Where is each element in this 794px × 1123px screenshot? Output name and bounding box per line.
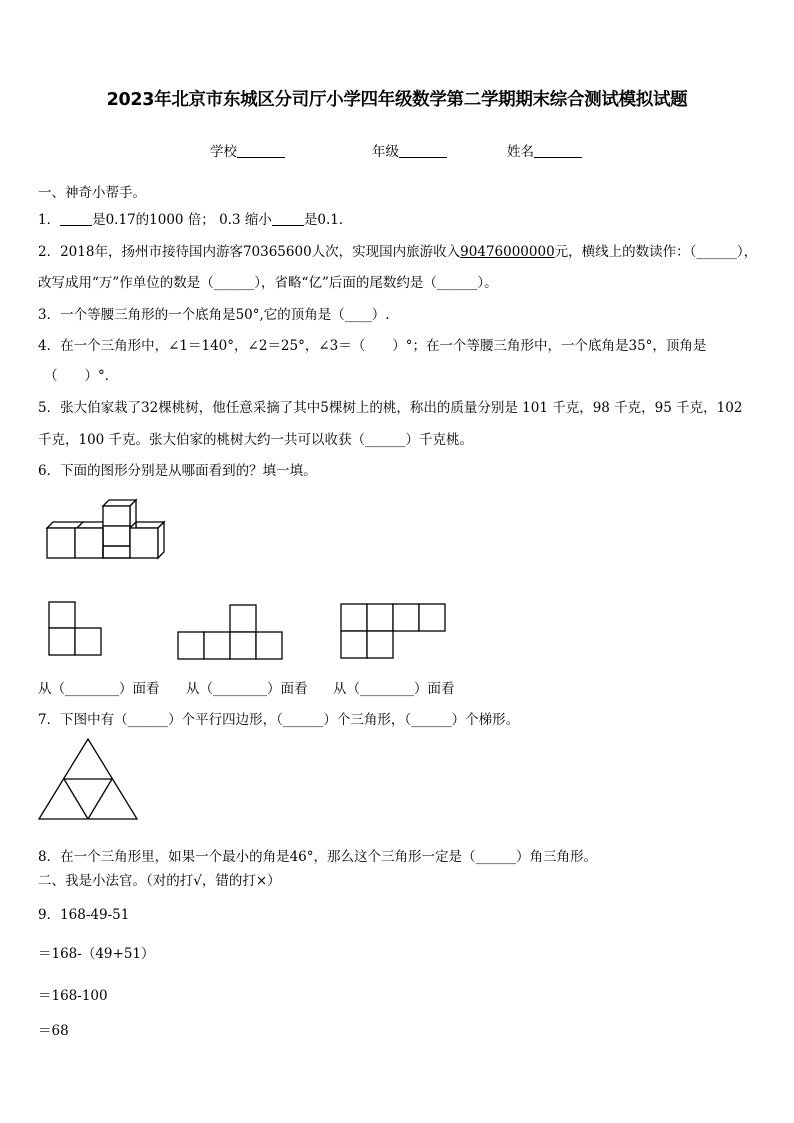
question-3: 3．一个等腰三角形的一个底角是50°,它的顶角是（____）. bbox=[38, 307, 390, 323]
section-2-heading: 二、我是小法官。（对的打√，错的打×） bbox=[38, 873, 281, 889]
question-4-line-2: （ ）°． bbox=[44, 368, 119, 384]
question-2-text-a: 2．2018年，扬州市接待国内游客70365600人次，实现国内旅游收入 bbox=[38, 244, 461, 260]
question-6-prompt: 6．下面的图形分别是从哪面看到的？填一填。 bbox=[38, 463, 317, 479]
question-5-line-1: 5．张大伯家栽了32棵桃树，他任意采摘了其中5棵树上的桃，称出的质量分别是 101 千克，98 千克，95 千克，102 bbox=[38, 400, 743, 416]
school-field[interactable] bbox=[210, 140, 285, 160]
question-1-blank-1[interactable] bbox=[60, 212, 92, 226]
question-9-expression: 9．168-49-51 bbox=[38, 907, 130, 923]
triangle-figure bbox=[38, 736, 140, 822]
question-8: 8．在一个三角形里，如果一个最小的角是46°，那么这个三角形一定是（______）角三角形。 bbox=[38, 849, 598, 865]
school-blank[interactable] bbox=[237, 143, 285, 158]
question-6-answer-1[interactable]: 从（________）面看 bbox=[38, 681, 160, 697]
name-blank[interactable] bbox=[534, 143, 582, 158]
question-2-line-2: 改写成用“万”作单位的数是（______），省略“亿”后面的尾数约是（______）。 bbox=[38, 275, 498, 291]
question-6-answer-2[interactable]: 从（________）面看 bbox=[186, 681, 308, 697]
name-label: 姓名 bbox=[507, 144, 534, 160]
section-1-heading: 一、神奇小帮手。 bbox=[38, 185, 146, 201]
question-1-text-b: 是0.1． bbox=[303, 212, 353, 228]
question-2-text-b: 元，横线上的数读作：（______）， bbox=[554, 244, 758, 260]
question-9-step-1: ＝168-（49+51） bbox=[38, 946, 155, 962]
view-1-figure bbox=[48, 601, 108, 661]
question-9-step-3: ＝68 bbox=[38, 1023, 69, 1039]
view-3-figure bbox=[340, 603, 450, 663]
page-title: 2023年北京市东城区分司厅小学四年级数学第二学期期末综合测试模拟试题 bbox=[106, 90, 688, 110]
question-7: 7．下图中有（______）个平行四边形，（______）个三角形，（______）个梯形。 bbox=[38, 712, 520, 728]
grade-blank[interactable] bbox=[399, 143, 447, 158]
view-2-figure bbox=[177, 604, 287, 666]
question-1-text-a: 是0.17的1000 倍； 0.3 缩小 bbox=[92, 212, 272, 228]
question-5-line-2: 千克，100 千克。张大伯家的桃树大约一共可以收获（______）千克桃。 bbox=[38, 432, 474, 448]
question-2-amount: 90476000000 bbox=[460, 244, 555, 260]
question-9-step-2: ＝168-100 bbox=[38, 988, 108, 1004]
grade-field[interactable] bbox=[372, 140, 447, 160]
question-1-number: 1． bbox=[38, 212, 61, 228]
question-1-blank-2[interactable] bbox=[272, 212, 304, 226]
question-2-line-1 bbox=[38, 240, 757, 260]
question-1 bbox=[38, 208, 352, 228]
grade-label: 年级 bbox=[372, 144, 399, 160]
question-6-answer-3[interactable]: 从（________）面看 bbox=[333, 681, 455, 697]
name-field[interactable] bbox=[507, 140, 582, 160]
question-4-line-1: 4．在一个三角形中，∠1＝140°，∠2＝25°，∠3＝（ ）°；在一个等腰三角形中，一个底角是35°，顶角是 bbox=[38, 338, 707, 354]
school-label: 学校 bbox=[210, 144, 237, 160]
cube-arrangement-figure bbox=[40, 492, 170, 572]
